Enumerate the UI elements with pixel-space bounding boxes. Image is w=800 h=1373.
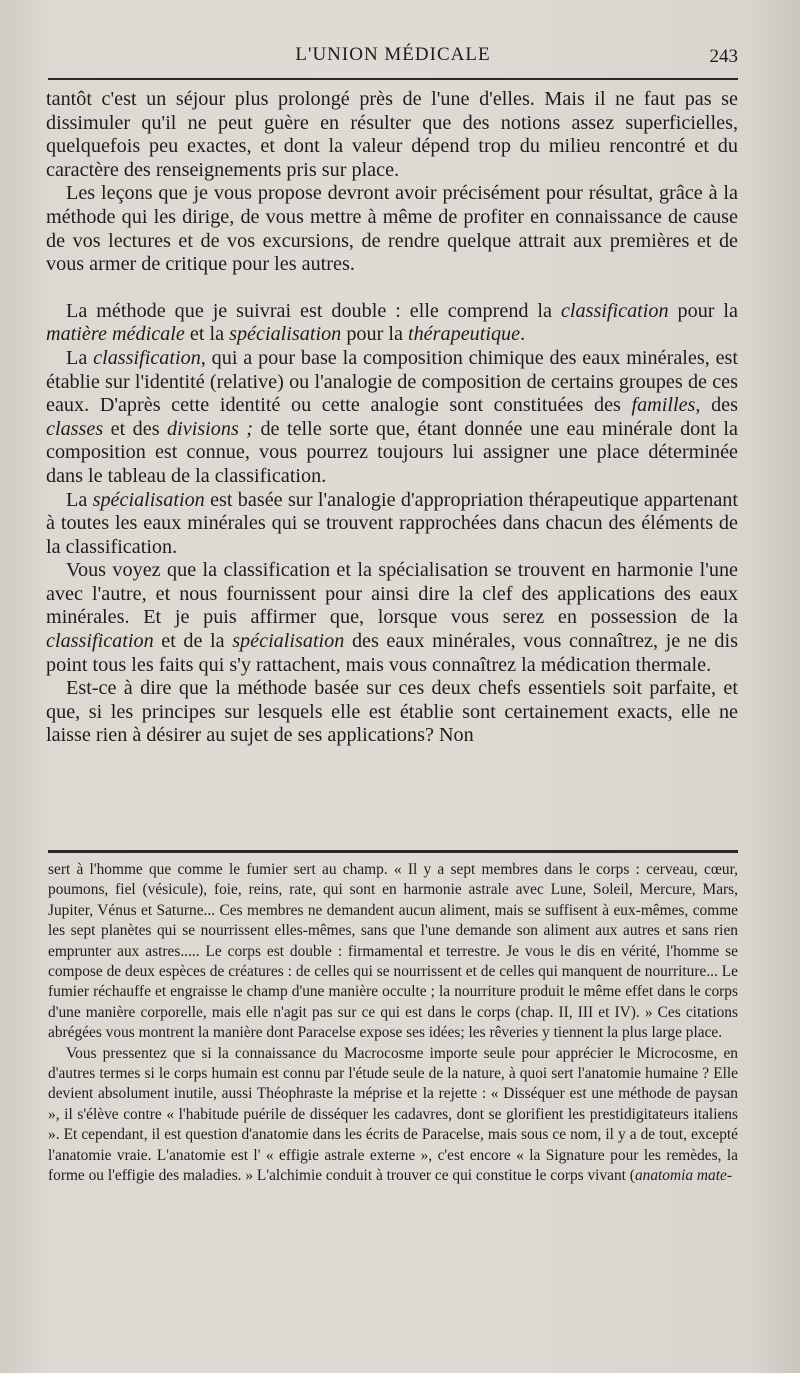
main-text [46, 88, 738, 748]
footnote-rule [48, 850, 738, 853]
header-rule [48, 78, 738, 80]
footnote-paragraph-2: Vous pressentez que si la connaissance du Macrocosme importe seule pour apprécier le Microcosme, en d'autres termes si le corps humain est connu par l'étude seule de la nature, à quoi sert l'anatomie humaine ? Elle devient absolument inutile, aussi Théophraste la méprise et la rejette : « Disséquer est une méthode de paysan », il s'élève contre « l'habitude puérile de disséquer les cadavres, dont se glorifient les prestidigitateurs italiens ». Et cependant, il est question d'anatomie dans les écrits de Paracelse, mais sous ce nom, il y a de tout, excepté l'anatomie vraie. L'anatomie est l' « effigie astrale externe », c'est encore « la Signature pour les remèdes, la forme ou l'effigie des maladies. » L'alchimie conduit à trouver ce qui constitue le corps vivant (anatomia mate- [48, 1044, 738, 1185]
paragraph-3: La méthode que je suivrai est double : elle comprend la classification pour la matière médicale et la spécialisation pour la thérapeutique. [46, 299, 738, 346]
paragraph-2: Les leçons que je vous propose devront avoir précisément pour résultat, grâce à la méthode qui les dirige, de vous mettre à même de profiter en connaissance de cause de vos lectures et de vos excursions, de rendre quelque attrait aux premières et de vous armer de critique pour les autres. [46, 182, 738, 276]
paragraph-7: Est-ce à dire que la méthode basée sur ces deux chefs essentiels soit parfaite, et que, si les principes sur lesquels elle est établie sont certainement exacts, elle ne laisse rien à désirer au sujet de ses applications? Non [46, 677, 738, 747]
paragraph-6: Vous voyez que la classification et la spécialisation se trouvent en harmonie l'une avec l'autre, et nous fournissent pour ainsi dire la clef des applications des eaux minérales. Et je puis affirmer que, lorsque vous serez en possession de la classification et de la spécialisation des eaux minérales, vous connaîtrez, je ne dis point tous les faits qui s'y rattachent, mais vous connaîtrez la médication thermale. [46, 559, 738, 676]
footnote-paragraph-1: sert à l'homme que comme le fumier sert au champ. « Il y a sept membres dans le corps : cerveau, cœur, poumons, fiel (vésicule), foie, reins, rate, qui sont en harmonie astrale avec Lune, Soleil, Mercure, Mars, Jupiter, Vénus et Saturne... Ces membres ne demandent aucun aliment, mais se suffisent à eux-mêmes, comme les sept planètes qui se nourrissent elles-mêmes, sans que l'une demande son aliment aux autres et sans rien emprunter aux astres..... Le corps est double : firmamental et terrestre. Je vous le dis en vérité, l'homme se compose de deux espèces de créatures : de celles qui se nourrissent et de celles qui manquent de nourriture... Le fumier réchauffe et engraisse le champ d'une manière occulte ; la nourriture produit le même effet dans le corps d'une manière corporelle, mais elle n'agit pas sur ce qui est dans le corps (chap. II, III et IV). » Ces citations abrégées vous montrent la manière dont Paracelse expose ses idées; les rêveries y tiennent la plus large place. [48, 861, 738, 1042]
paragraph-1: tantôt c'est un séjour plus prolongé près de l'une d'elles. Mais il ne faut pas se dissimuler qu'il ne peut guère en résulter que des notions assez superficielles, quelquefois peu exactes, et dont la valeur dépend trop du milieu rencontré et du caractère des renseignements pris sur place. [46, 88, 738, 181]
page-number: 243 [709, 46, 738, 67]
footnotes [48, 860, 738, 1187]
running-head: L'UNION MÉDICALE [295, 44, 491, 65]
page-header [48, 44, 738, 72]
paragraph-4: La classification, qui a pour base la composition chimique des eaux minérales, est établie sur l'identité (relative) ou l'analogie de composition de certains groupes de ces eaux. D'après cette identité ou cette analogie sont constituées des familles, des classes et des divisions ; de telle sorte que, étant donnée une eau minérale dont la composition est connue, vous pourrez toujours lui assigner une place déterminée dans le tableau de la classification. [46, 346, 738, 487]
paragraph-5: La spécialisation est basée sur l'analogie d'appropriation thérapeutique appartenant à toutes les eaux minérales qui se trouvent rapprochées dans chacun des éléments de la classification. [46, 488, 738, 558]
